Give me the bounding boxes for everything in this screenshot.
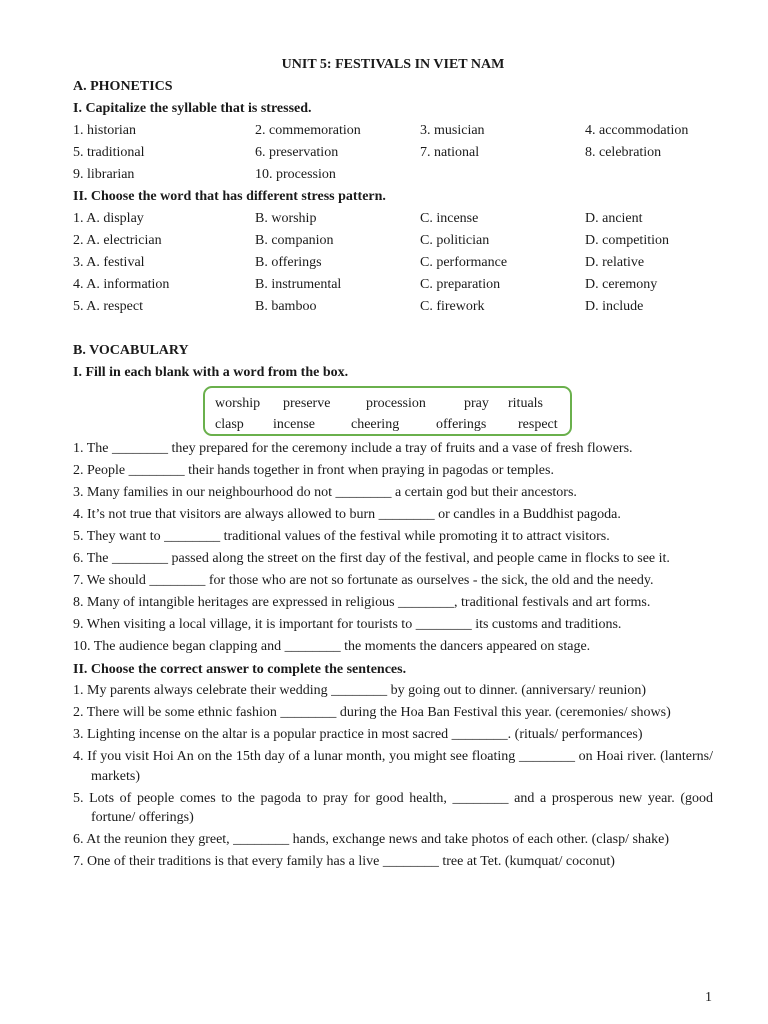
option-b: B. worship	[255, 211, 317, 226]
option-d: D. ceremony	[585, 277, 658, 292]
option-c: C. politician	[420, 233, 490, 248]
question: 6. The ________ passed along the street on the first day of the festival, and people came in flocks to see it.	[73, 551, 670, 566]
option-c: C. preparation	[420, 277, 501, 292]
stress-word: 7. national	[420, 145, 480, 160]
box-word: incense	[273, 417, 315, 432]
question: 4. If you visit Hoi An on the 15th day of a lunar month, you might see floating ________ on Hoai river. (lanterns/ markets)	[73, 749, 713, 784]
box-word: worship	[215, 396, 261, 411]
word-box-row	[215, 393, 570, 414]
phonetics-part1-heading: I. Capitalize the syllable that is stressed.	[73, 101, 312, 116]
question: 4. It’s not true that visitors are always allowed to burn ________ or candles in a Buddhist pagoda.	[73, 507, 621, 522]
box-word: respect	[518, 417, 558, 432]
option-d: D. relative	[585, 255, 645, 270]
stress-word: 1. historian	[73, 123, 136, 138]
stress-word-list	[73, 120, 713, 186]
option-c: C. firework	[420, 299, 485, 314]
question: 5. They want to ________ traditional values of the festival while promoting it to attract visitors.	[73, 529, 610, 544]
box-word: clasp	[215, 417, 244, 432]
option-d: D. competition	[585, 233, 669, 248]
option-d: D. ancient	[585, 211, 643, 226]
box-word: offerings	[436, 417, 487, 432]
stress-word: 2. commemoration	[255, 123, 361, 138]
option-b: B. instrumental	[255, 277, 342, 292]
option-a: 4. A. information	[73, 277, 170, 292]
stress-pattern-options	[73, 208, 713, 318]
question: 7. One of their traditions is that every family has a live ________ tree at Tet. (kumquat/ coconut)	[73, 854, 615, 869]
phonetics-part2-heading: II. Choose the word that has different stress pattern.	[73, 189, 386, 204]
page-title: UNIT 5: FESTIVALS IN VIET NAM	[281, 57, 505, 72]
question: 10. The audience began clapping and ________ the moments the dancers appeared on stage.	[73, 639, 591, 654]
question: 6. At the reunion they greet, ________ hands, exchange news and take photos of each other. (clasp/ shake)	[73, 832, 669, 847]
stress-word: 8. celebration	[585, 145, 662, 160]
fill-blank-questions	[73, 439, 713, 657]
option-b: B. companion	[255, 233, 334, 248]
question: 2. People ________ their hands together in front when praying in pagodas or temples.	[73, 463, 554, 478]
option-a: 1. A. display	[73, 211, 144, 226]
question: 2. There will be some ethnic fashion ________ during the Hoa Ban Festival this year. (ceremonies/ shows)	[73, 705, 671, 720]
box-word: preserve	[283, 396, 331, 411]
question: 5. Lots of people comes to the pagoda to pray for good health, ________ and a prosperous new year. (good fortune/ offerings)	[73, 790, 713, 825]
stress-word: 6. preservation	[255, 145, 339, 160]
worksheet-page	[73, 54, 713, 874]
box-word: procession	[366, 396, 426, 411]
vocab-part2-heading: II. Choose the correct answer to complete the sentences.	[73, 662, 407, 677]
section-a-heading: A. PHONETICS	[73, 79, 173, 94]
box-word: pray	[464, 396, 489, 411]
option-b: B. offerings	[255, 255, 322, 270]
question: 8. Many of intangible heritages are expressed in religious ________, traditional festivals and art forms.	[73, 595, 651, 610]
option-c: C. performance	[420, 255, 508, 270]
word-box-row	[215, 414, 570, 435]
option-a: 2. A. electrician	[73, 233, 162, 248]
question: 3. Lighting incense on the altar is a popular practice in most sacred ________. (rituals/ performances)	[73, 727, 643, 742]
box-word: cheering	[351, 417, 400, 432]
option-c: C. incense	[420, 211, 479, 226]
option-d: D. include	[585, 299, 644, 314]
box-word: rituals	[508, 396, 543, 411]
stress-word: 4. accommodation	[585, 123, 689, 138]
question: 9. When visiting a local village, it is important for tourists to ________ its customs and traditions.	[73, 617, 622, 632]
page-number: 1	[705, 990, 712, 1005]
question: 1. My parents always celebrate their wedding ________ by going out to dinner. (anniversary/ reunion)	[73, 683, 647, 698]
stress-word: 5. traditional	[73, 145, 145, 160]
question: 1. The ________ they prepared for the ceremony include a tray of fruits and a vase of fresh flowers.	[73, 441, 633, 456]
multiple-choice-questions	[73, 681, 713, 872]
stress-word: 3. musician	[420, 123, 485, 138]
option-a: 3. A. festival	[73, 255, 145, 270]
vocab-part1-heading: I. Fill in each blank with a word from the box.	[73, 365, 349, 380]
question: 7. We should ________ for those who are not so fortunate as ourselves - the sick, the old and the needy.	[73, 573, 654, 588]
option-a: 5. A. respect	[73, 299, 143, 314]
word-box	[203, 386, 572, 436]
option-b: B. bamboo	[255, 299, 317, 314]
stress-word: 10. procession	[255, 167, 336, 182]
stress-word: 9. librarian	[73, 167, 135, 182]
question: 3. Many families in our neighbourhood do not ________ a certain god but their ancestors.	[73, 485, 577, 500]
section-b-heading: B. VOCABULARY	[73, 343, 189, 358]
